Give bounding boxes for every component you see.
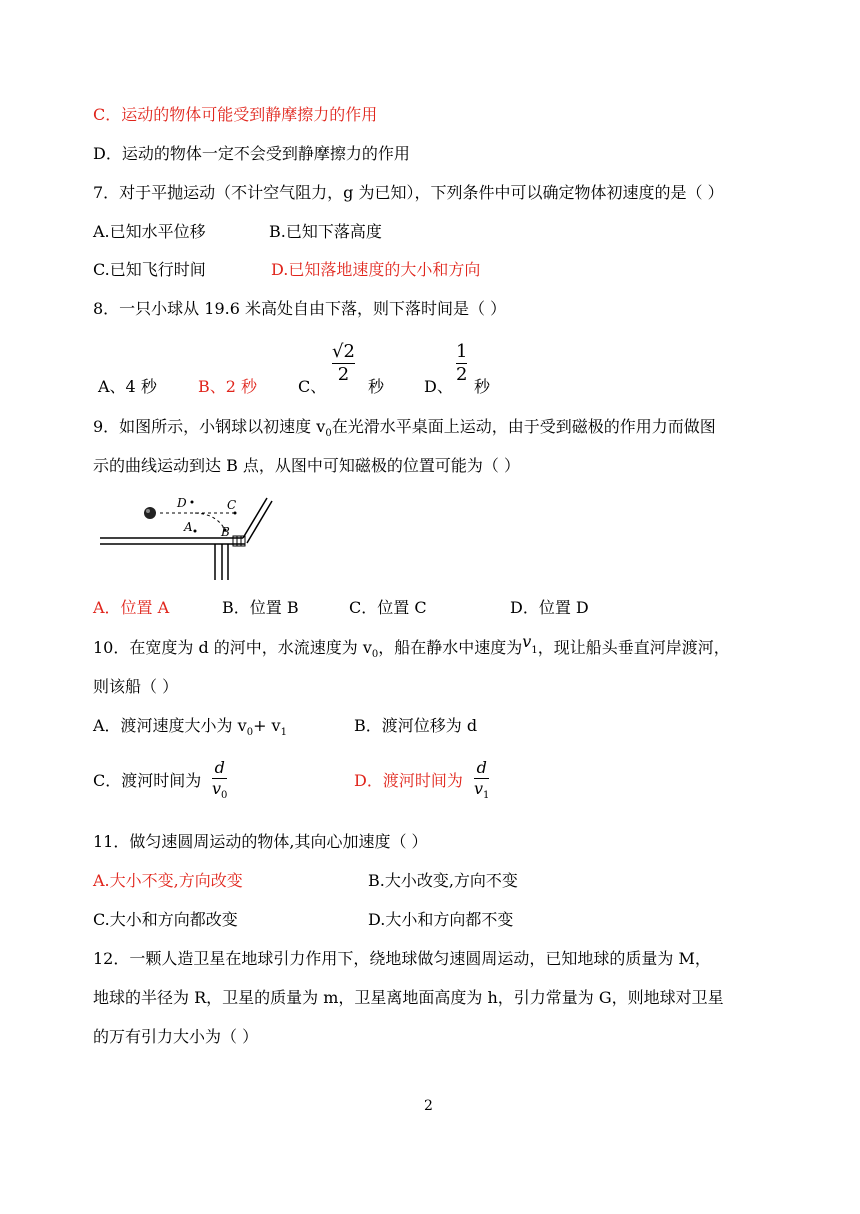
q7-option-a: A.已知水平位移 bbox=[93, 222, 206, 241]
q9-subscript: 0 bbox=[325, 428, 332, 440]
q9-stem-line1 bbox=[93, 416, 716, 445]
label-a: A bbox=[184, 520, 193, 534]
fraction-numerator: √2 bbox=[332, 341, 355, 362]
steel-ball bbox=[144, 507, 156, 519]
q8-option-d-prefix: D、 bbox=[424, 377, 453, 396]
q12-stem-line3: 的万有引力大小为（ ） bbox=[93, 1027, 259, 1046]
label-d: D bbox=[177, 496, 187, 510]
q9-stem-line2: 示的曲线运动到达 B 点，从图中可知磁极的位置可能为（ ） bbox=[93, 456, 521, 475]
q7-stem: 7．对于平抛运动（不计空气阻力，g 为已知），下列条件中可以确定物体初速度的是（ ） bbox=[93, 183, 724, 202]
q11-option-c: C.大小和方向都改变 bbox=[93, 910, 238, 929]
q10a-text: A．渡河速度大小为 v bbox=[93, 716, 247, 735]
q10-stem-line1 bbox=[93, 632, 730, 666]
q9-figure bbox=[95, 488, 285, 583]
q10-subscript-1: 1 bbox=[531, 645, 538, 657]
q10-text-a: 10．在宽度为 d 的河中，水流速度为 v bbox=[93, 638, 372, 657]
page-number: 2 bbox=[424, 1098, 433, 1114]
q8-stem: 8．一只小球从 19.6 米高处自由下落，则下落时间是（ ） bbox=[93, 299, 507, 318]
fraction-numerator: d bbox=[476, 758, 487, 777]
point-a bbox=[194, 530, 197, 533]
q8-option-c-unit: 秒 bbox=[368, 377, 385, 396]
q7-option-b: B.已知下落高度 bbox=[269, 222, 382, 241]
q10a-sub0: 0 bbox=[246, 727, 254, 739]
q10-option-d-fraction bbox=[474, 758, 489, 806]
fraction-denominator: 2 bbox=[456, 364, 468, 385]
q8-option-d-unit: 秒 bbox=[474, 377, 491, 396]
q9-option-b: B．位置 B bbox=[222, 598, 299, 617]
fraction-denominator: $v_1$ bbox=[474, 779, 490, 802]
fraction-denominator: $v_0$ bbox=[212, 779, 228, 802]
q10-option-b: B．渡河位移为 d bbox=[354, 716, 478, 735]
point-d bbox=[191, 501, 194, 504]
q10-subscript-0: 0 bbox=[371, 649, 379, 661]
fraction-denominator: 2 bbox=[337, 364, 350, 385]
q8-option-c-prefix: C、 bbox=[298, 377, 327, 396]
q10a-sub1: 1 bbox=[280, 727, 287, 739]
q11-stem: 11．做匀速圆周运动的物体,其向心加速度（ ） bbox=[93, 832, 428, 851]
fraction-numerator: d bbox=[214, 758, 225, 777]
table-slope bbox=[243, 498, 267, 538]
q8-option-a: A、4 秒 bbox=[98, 377, 157, 396]
q12-stem-line1: 12．一颗人造卫星在地球引力作用下，绕地球做匀速圆周运动，已知地球的质量为 M， bbox=[93, 949, 711, 968]
q10-text-b: ，船在静水中速度为 bbox=[378, 638, 523, 657]
q10-stem-line2: 则该船（ ） bbox=[93, 677, 179, 696]
q6-option-c: C．运动的物体可能受到静摩擦力的作用 bbox=[93, 105, 378, 124]
q10-v-symbol: v bbox=[522, 632, 532, 651]
q12-stem-line2: 地球的半径为 R，卫星的质量为 m，卫星离地面高度为 h，引力常量为 G，则地球对卫星 bbox=[93, 988, 724, 1007]
q10-text-c: ，现让船头垂直河岸渡河， bbox=[537, 638, 730, 657]
q10a-mid: + v bbox=[253, 716, 281, 735]
q10-option-d: D．渡河时间为 bbox=[354, 771, 463, 790]
q9-text-b: 在光滑水平桌面上运动，由于受到磁极的作用力而做图 bbox=[331, 417, 716, 436]
q9-option-a: A．位置 A bbox=[93, 598, 170, 617]
fraction-numerator: 1 bbox=[456, 341, 468, 362]
label-b: B bbox=[221, 525, 230, 539]
label-c: C bbox=[227, 498, 237, 512]
q10-option-c-fraction bbox=[212, 758, 227, 806]
q8-option-d-fraction bbox=[456, 341, 467, 386]
q7-option-c: C.已知飞行时间 bbox=[93, 260, 206, 279]
q7-option-d: D.已知落地速度的大小和方向 bbox=[271, 260, 481, 279]
q11-option-a: A.大小不变,方向改变 bbox=[93, 871, 243, 890]
q10-option-c: C．渡河时间为 bbox=[93, 771, 202, 790]
q9-option-d: D．位置 D bbox=[510, 598, 589, 617]
q9-text-a: 9．如图所示，小钢球以初速度 v bbox=[93, 417, 326, 436]
q6-option-d: D．运动的物体一定不会受到静摩擦力的作用 bbox=[93, 144, 410, 163]
q11-option-d: D.大小和方向都不变 bbox=[368, 910, 514, 929]
q8-option-c-fraction bbox=[332, 341, 355, 386]
q9-option-c: C．位置 C bbox=[349, 598, 427, 617]
q10-option-a bbox=[93, 715, 287, 744]
q8-option-b: B、2 秒 bbox=[198, 377, 258, 396]
q11-option-b: B.大小改变,方向不变 bbox=[368, 871, 518, 890]
